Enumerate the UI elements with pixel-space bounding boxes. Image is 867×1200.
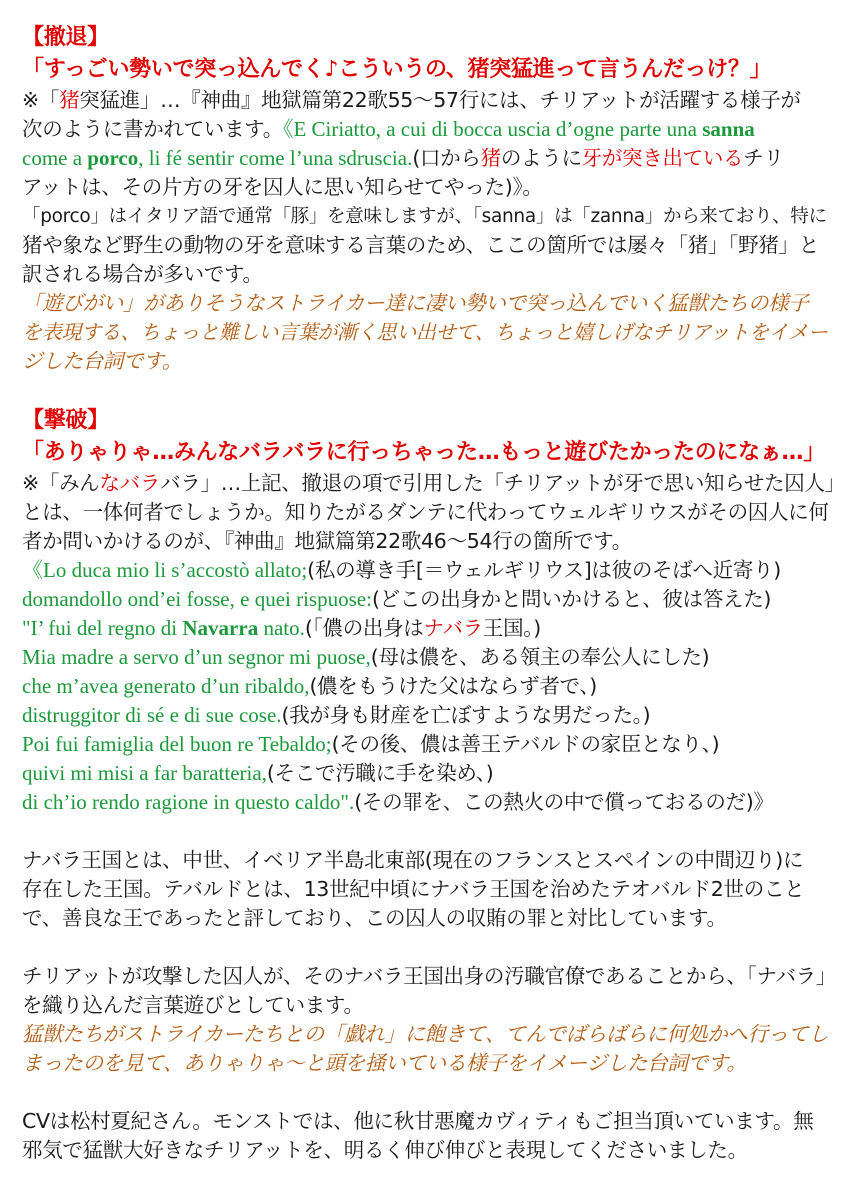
verse-line-7: Poi fui famiglia del buon re Tebaldo;(その後、儂は善王テバルドの家臣となり、) xyxy=(22,732,720,756)
porco-note-line-3: 訳される場合が多いです。 xyxy=(22,262,263,286)
wordplay-note-line-1: チリアットが攻撃した囚人が、そのナバラ王国出身の汚職官僚であることから、「ナバラ」 xyxy=(22,964,837,988)
verse-line-6: distruggitor di sé e di sue cose.(我が身も財産を亡ぼすような男だった。) xyxy=(22,703,651,727)
defeat-comment-line-2: まったのを見て、ありゃりゃ～と頭を掻いている様子をイメージした台詞です。 xyxy=(22,1051,747,1075)
retreat-quote: 「すっごい勢いで突っ込んでく♪こういうの、猪突猛進って言うんだっけ？」 xyxy=(22,57,772,82)
navarra-note-line-2: 存在した王国。テバルドとは、13世紀中頃にナバラ王国を治めたテオバルド2世のこと xyxy=(22,877,805,901)
defeat-comment-line-1: 猛獣たちがストライカーたちとの「戯れ」に飽きて、てんでばらばらに何処かへ行ってし xyxy=(22,1022,829,1046)
defeat-note-line-2: とは、一体何者でしょうか。知りたがるダンテに代わってウェルギリウスがその囚人に何 xyxy=(22,500,829,524)
porco-note-line-2: 猪や象など野生の動物の牙を意味する言葉のため、ここの箇所では屡々「猪」「野猪」と xyxy=(22,233,819,257)
defeat-note-line-3: 者か問いかけるのが、『神曲』地獄篇第22歌46～54行の箇所です。 xyxy=(22,529,632,553)
retreat-comment-line-2: を表現する、ちょっと難しい言葉が漸く思い出せて、ちょっと嬉しげなチリアットをイメー xyxy=(22,320,828,344)
retreat-comment-line-1: 「遊びがい」がありそうなストライカー達に凄い勢いで突っ込んでいく猛獣たちの様子 xyxy=(22,291,809,315)
porco-note-line-1: 「porco」はイタリア語で通常「豚」を意味しますが、「sanna」は「zanna」から来ており、特に xyxy=(22,206,827,227)
cv-note-line-2: 邪気で猛獣大好きなチリアットを、明るく伸び伸びと表現してくださいました。 xyxy=(22,1138,748,1162)
verse-line-1: 《Lo duca mio li s’accostò allato;(私の導き手[＝ウェルギリウス]は彼のそばへ近寄り) xyxy=(22,558,781,582)
section-heading-retreat: 【撤退】 xyxy=(22,25,109,50)
cv-note-line-1: CVは松村夏紀さん。モンストでは、他に秋甘悪魔カヴィティもご担当頂いています。無 xyxy=(22,1109,814,1133)
verse-line-5: che m’avea generato d’un ribaldo,(儂をもうけた父はならず者で、) xyxy=(22,674,597,698)
retreat-note-line-4: アットは、その片方の牙を囚人に思い知らせてやった)》。 xyxy=(22,175,543,199)
section-heading-defeat: 【撃破】 xyxy=(22,408,109,433)
navarra-note-line-1: ナバラ王国とは、中世、イベリア半島北東部(現在のフランスとスペインの中間辺り)に xyxy=(22,848,804,872)
retreat-note-line-1: ※「猪突猛進」…『神曲』地獄篇第22歌55～57行には、チリアットが活躍する様子が xyxy=(22,88,801,112)
verse-line-4: Mia madre a servo d’un segnor mi puose,(母は儂を、ある領主の奉公人にした) xyxy=(22,645,710,669)
verse-line-3-navarra: "I’ fui del regno di Navarra nato.(「儂の出身はナバラ王国。) xyxy=(22,616,541,640)
navarra-note-line-3: で、善良な王であったと評しており、この囚人の収賄の罪と対比しています。 xyxy=(22,906,727,930)
wordplay-note-line-2: を織り込んだ言葉遊びとしています。 xyxy=(22,993,364,1017)
defeat-quote: 「ありゃりゃ…みんなバラバラに行っちゃった…もっと遊びたかったのになぁ…」 xyxy=(22,440,825,465)
verse-line-8: quivi mi misi a far baratteria,(そこで汚職に手を染め、) xyxy=(22,761,494,785)
retreat-note-line-2: 次のように書かれています。《E Ciriatto, a cui di bocca uscia d’ogne parte una sanna xyxy=(22,117,755,141)
verse-line-9: di ch’io rendo ragione in questo caldo".(その罪を、この熱火の中で償っておるのだ)》 xyxy=(22,790,774,814)
retreat-note-line-3: come a porco, li fé sentir come l’una sdruscia.(口から猪のように牙が突き出ているチリ xyxy=(22,146,784,170)
defeat-note-line-1: ※「みんなバラバラ」…上記、撤退の項で引用した「チリアットが牙で思い知らせた囚人」 xyxy=(22,471,845,495)
retreat-comment-line-3: ジした台詞です。 xyxy=(22,349,182,373)
verse-line-2: domandollo ond’ei fosse, e quei rispuose:(どこの出身かと問いかけると、彼は答えた) xyxy=(22,587,772,611)
